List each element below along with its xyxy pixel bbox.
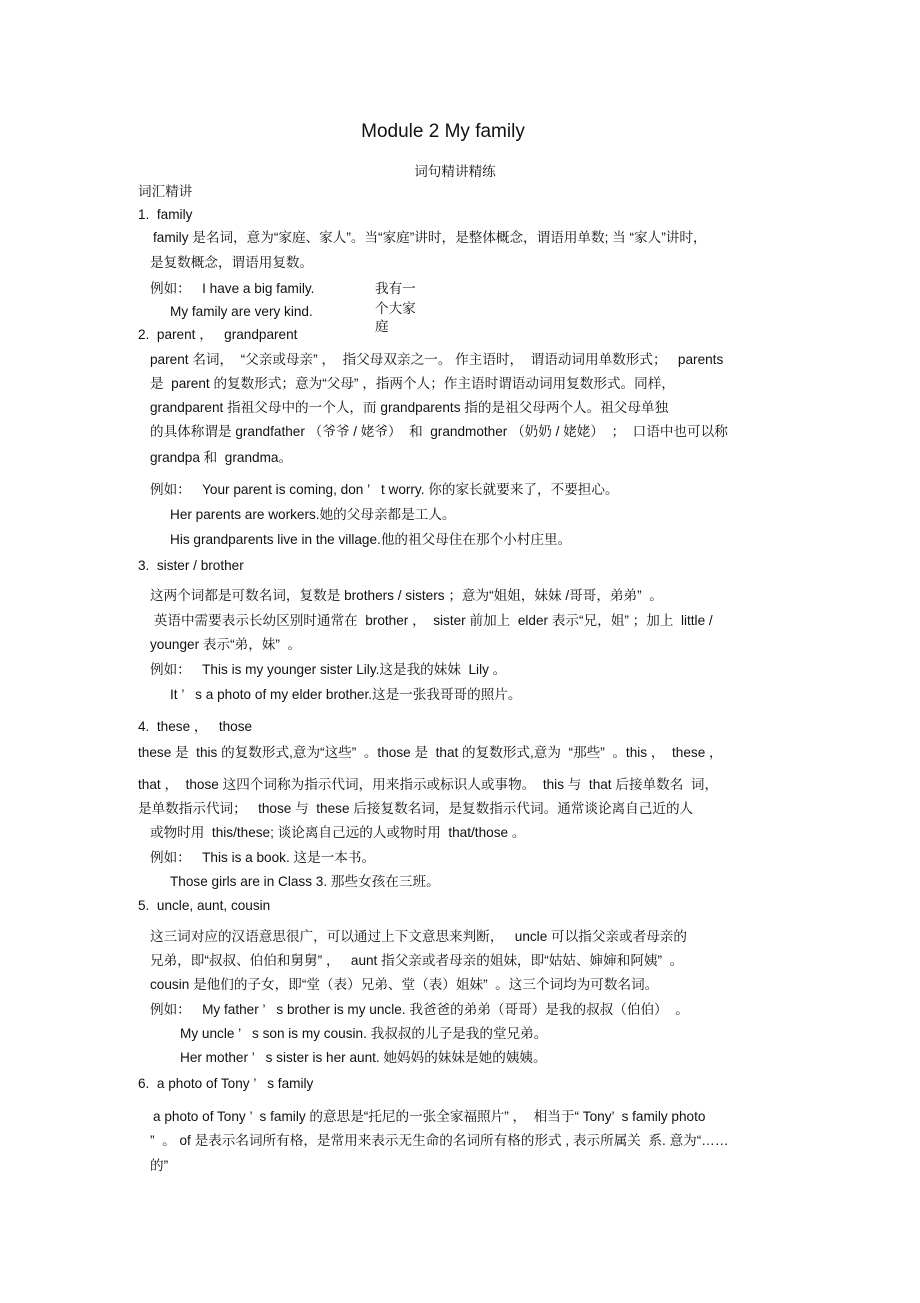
page-title: Module 2 My family — [361, 121, 525, 142]
example-line: His grandparents live in the village.他的祖父母住在那个小村庄里。 — [170, 532, 572, 547]
example-line: It ’ s a photo of my elder brother.这是一张我哥哥的照片。 — [170, 687, 522, 702]
paragraph-line: ” 。 of 是表示名词所有格，是常用来表示无生命的名词所有格的形式 , 表示所属关 系. 意为“…… — [150, 1133, 729, 1148]
paragraph-line: 这两个词都是可数名词，复数是 brothers / sisters ；意为“姐姐，妹妹 /哥哥，弟弟” 。 — [150, 588, 663, 603]
item-heading: 3. sister / brother — [138, 558, 244, 573]
item-heading: 6. a photo of Tony ’ s family — [138, 1076, 314, 1091]
paragraph-line: parent 名词， “父亲或母亲” ， 指父母双亲之一。 作主语时， 谓语动词用单数形式； parents — [150, 352, 724, 367]
paragraph-line: 英语中需要表示长幼区别时通常在 brother ， sister 前加上 elder 表示“兄，姐” ；加上 little / — [150, 613, 713, 628]
paragraph-line: 这三词对应的汉语意思很广，可以通过上下文意思来判断， uncle 可以指父亲或者母亲的 — [150, 929, 687, 944]
example-line: 例如： Your parent is coming, don ’ t worry. 你的家长就要来了，不要担心。 — [150, 482, 619, 497]
paragraph-line: younger 表示“弟，妹” 。 — [150, 637, 302, 652]
example-line: 例如： This is a book. 这是一本书。 — [150, 850, 376, 865]
paragraph-line: grandparent 指祖父母中的一个人，而 grandparents 指的是祖父母两个人。祖父母单独 — [150, 400, 669, 415]
paragraph-line: 的” — [150, 1158, 169, 1173]
example-translation: 个大家 — [375, 301, 416, 316]
page-subtitle: 词句精讲精练 — [414, 164, 496, 179]
example-line: 例如： This is my younger sister Lily.这是我的妹妹 Lily 。 — [150, 662, 507, 677]
section-heading: 词汇精讲 — [138, 184, 193, 199]
item-heading: 2. parent ， grandparent — [138, 327, 298, 342]
item-heading: 1. family — [138, 207, 193, 222]
paragraph-line: 是 parent 的复数形式；意为“父母” ，指两个人；作主语时谓语动词用复数形式。同样， — [150, 376, 675, 391]
paragraph-line: 是复数概念，谓语用复数。 — [150, 255, 314, 270]
example-line: Those girls are in Class 3. 那些女孩在三班。 — [170, 874, 440, 889]
paragraph-line: that ， those 这四个词称为指示代词，用来指示或标识人或事物。 this 与 that 后接单数名 词， — [138, 777, 719, 792]
example-line: Her mother ’ s sister is her aunt. 她妈妈的妹妹是她的姨姨。 — [180, 1050, 547, 1065]
paragraph-line: 是单数指示代词； those 与 these 后接复数名词，是复数指示代词。通常谈论离自己近的人 — [138, 801, 694, 816]
example-line: 例如： My father ’ s brother is my uncle. 我爸爸的弟弟（哥哥）是我的叔叔（伯伯） 。 — [150, 1002, 689, 1017]
paragraph-line: family 是名词，意为“家庭、家人”。当“家庭”讲时，是整体概念，谓语用单数; 当 “家人”讲时， — [153, 230, 707, 245]
paragraph-line: 兄弟，即“叔叔、伯伯和舅舅” ， aunt 指父亲或者母亲的姐妹，即“姑姑、婶婶和阿姨” 。 — [150, 953, 684, 968]
paragraph-line: cousin 是他们的子女，即“堂（表）兄弟、堂（表）姐妹” 。这三个词均为可数名词。 — [150, 977, 659, 992]
paragraph-line: 或物时用 this/these; 谈论离自己远的人或物时用 that/those 。 — [150, 825, 526, 840]
paragraph-line: these 是 this 的复数形式,意为“这些” 。those 是 that 的复数形式,意为 “那些” 。this ， these ， — [138, 745, 723, 760]
example-line: My family are very kind. — [170, 304, 313, 319]
example-translation: 我有一 — [375, 281, 416, 296]
example-line: Her parents are workers.她的父母亲都是工人。 — [170, 507, 456, 522]
example-line: 例如： I have a big family. — [150, 281, 315, 296]
example-translation-clipped: 庭 — [375, 319, 389, 334]
paragraph-line: 的具体称谓是 grandfather （爷爷 / 姥爷） 和 grandmother （奶奶 / 姥姥） ； 口语中也可以称 — [150, 424, 728, 439]
example-line: My uncle ’ s son is my cousin. 我叔叔的儿子是我的堂兄弟。 — [180, 1026, 548, 1041]
paragraph-line: a photo of Tony ’ s family 的意思是“托尼的一张全家福照片” ， 相当于“ Tony’ s family photo — [153, 1109, 706, 1124]
paragraph-line: grandpa 和 grandma。 — [150, 450, 293, 465]
item-heading: 4. these ， those — [138, 719, 253, 734]
item-heading: 5. uncle, aunt, cousin — [138, 898, 271, 913]
